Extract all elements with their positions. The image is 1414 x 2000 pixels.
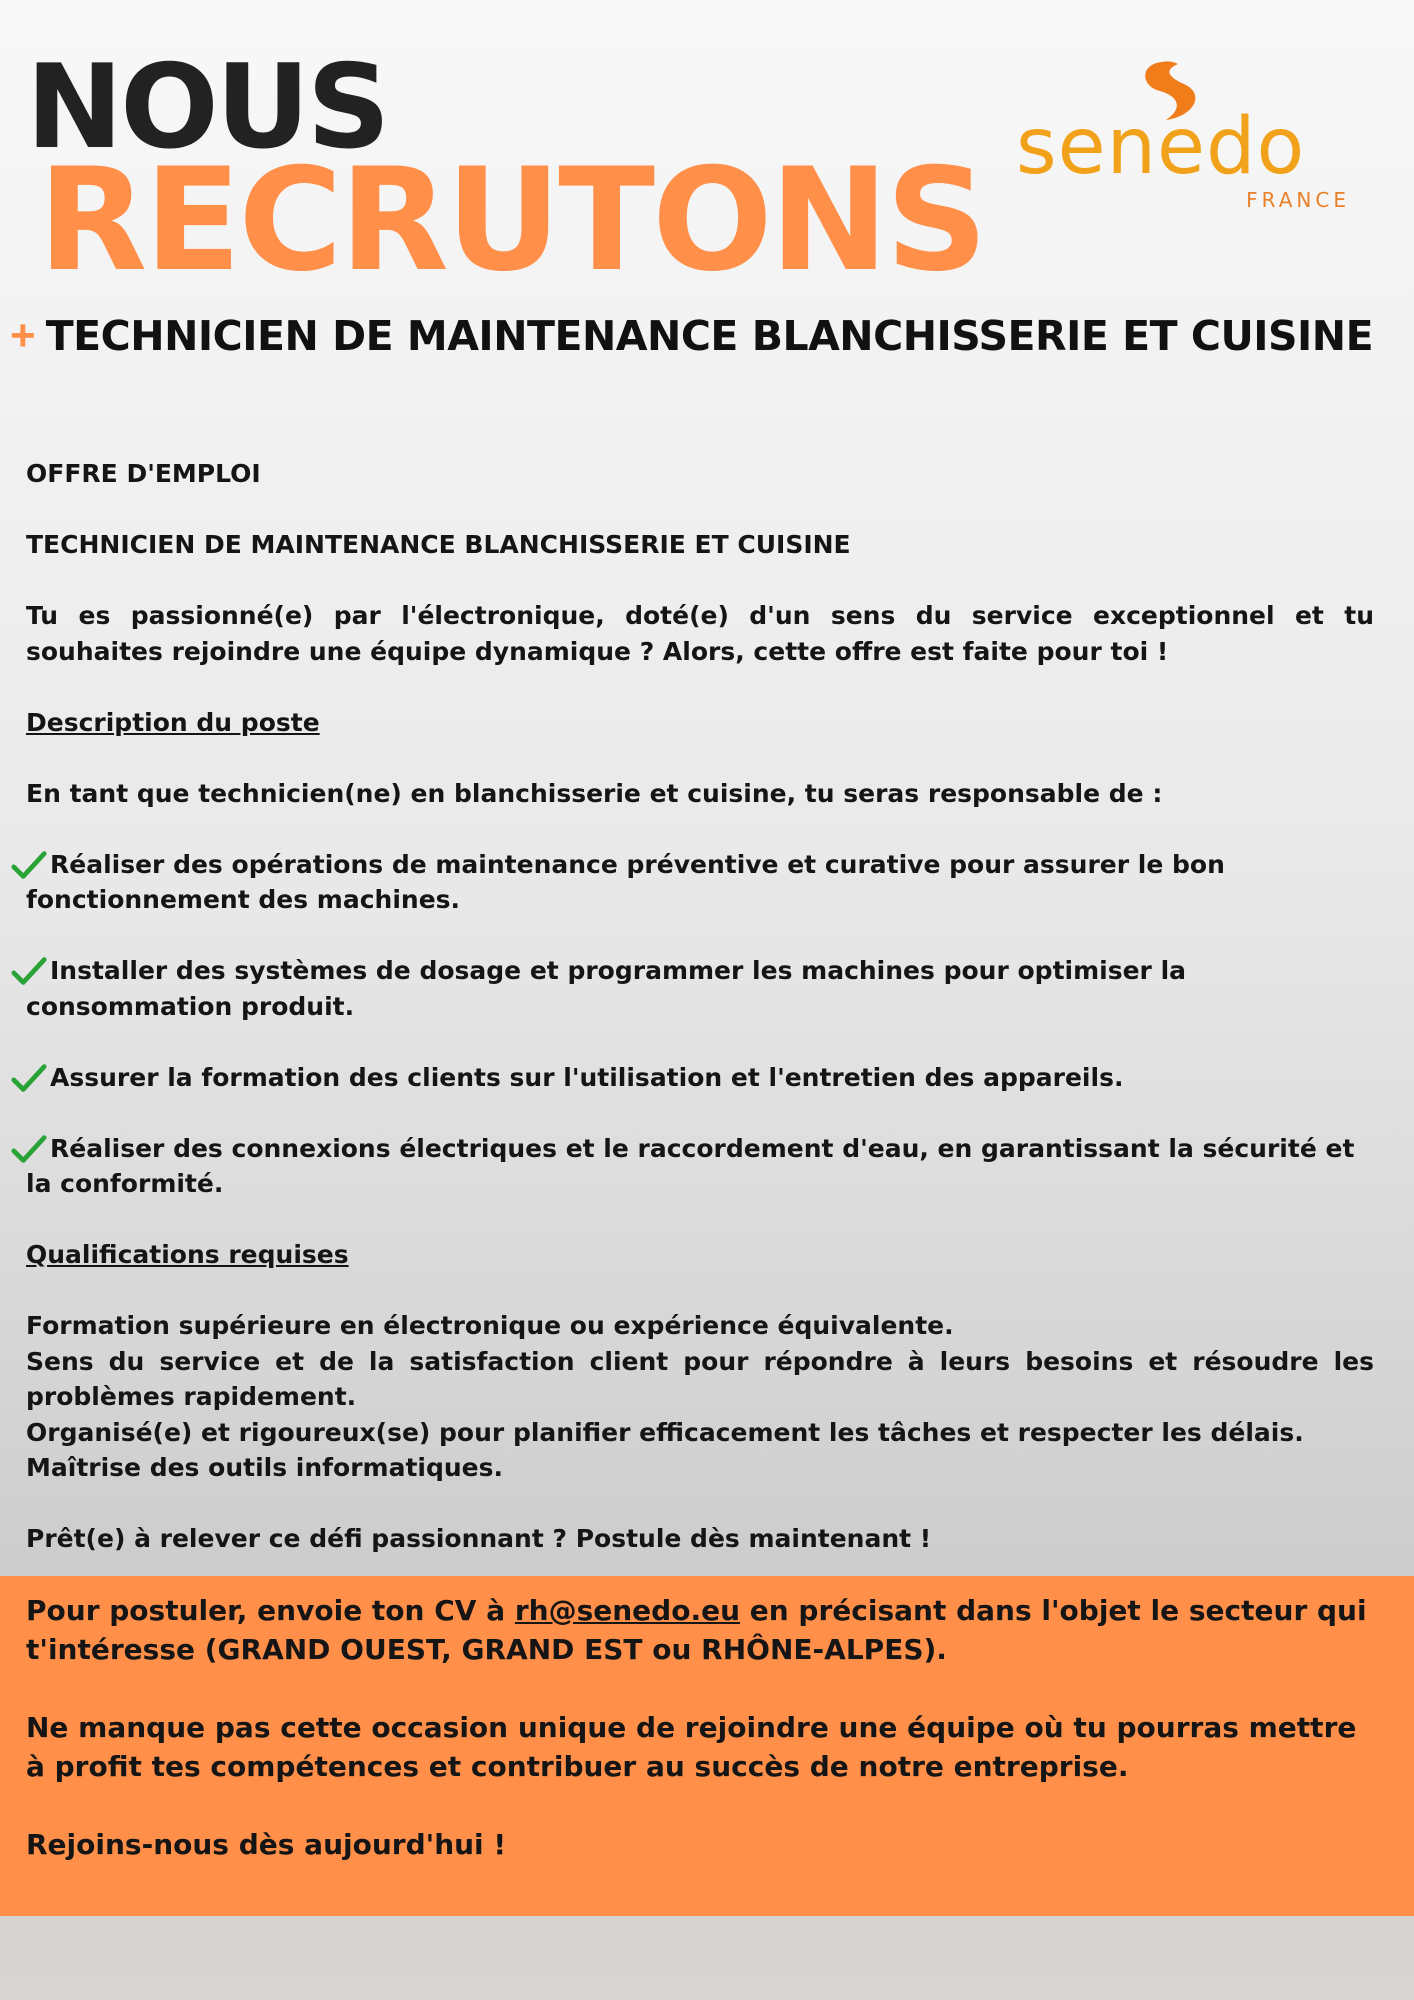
task-text: Assurer la formation des clients sur l'utilisation et l'entretien des appareils. [50,1062,1124,1092]
qualifications-heading: Qualifications requises [26,1240,349,1269]
checkmark-icon [10,952,48,990]
apply-banner [0,1576,1414,1916]
job-description [26,456,1374,1592]
task-text: Réaliser des connexions électriques et le raccordement d'eau, en garantissant la sécurité et la conformité. [26,1133,1355,1198]
opportunity-text: Ne manque pas cette occasion unique de rejoindre une équipe où tu pourras mettre à profit tes compétences et contribuer au succès de notre entreprise. [26,1711,1357,1783]
task-text: Installer des systèmes de dosage et programmer les machines pour optimiser la consommation produit. [26,956,1187,1021]
qualification-item: Sens du service et de la satisfaction client pour répondre à leurs besoins et résoudre les problèmes rapidement. [26,1346,1374,1411]
hero-title-line2: RECRUTONS [38,138,985,303]
apply-text-after: en précisant dans l'objet le secteur qui t'intéresse (GRAND OUEST, GRAND EST ou RHÔNE-ALPES). [26,1594,1367,1666]
plus-icon: + [10,311,36,360]
headline-title: TECHNICIEN DE MAINTENANCE BLANCHISSERIE ET CUISINE [45,312,1374,360]
task-item [26,1060,1374,1096]
position-title: TECHNICIEN DE MAINTENANCE BLANCHISSERIE ET CUISINE [26,530,851,559]
join-text: Rejoins-nous dès aujourd'hui ! [26,1828,507,1861]
task-item [26,847,1374,918]
task-item [26,953,1374,1024]
qualification-item: Maîtrise des outils informatiques. [26,1453,504,1482]
logo-wordmark: senedo [1016,102,1306,192]
apply-instructions [26,1591,1374,1669]
email-link[interactable]: rh@senedo.eu [514,1594,741,1627]
hero-title-line1: NOUS [26,40,388,175]
closing-line: Prêt(e) à relever ce défi passionnant ? Postule dès maintenant ! [26,1524,932,1553]
intro-paragraph: Tu es passionné(e) par l'électronique, doté(e) d'un sens du service exceptionnel et tu souhaites rejoindre une équipe dynamique ? Alors, cette offre est faite pour toi ! [26,601,1374,666]
qualification-item: Formation supérieure en électronique ou expérience équivalente. [26,1311,954,1340]
description-lead: En tant que technicien(ne) en blanchisserie et cuisine, tu seras responsable de : [26,778,1163,808]
logo-subtitle: FRANCE [1246,188,1350,212]
checkmark-icon [10,1130,48,1168]
checkmark-icon [10,846,48,884]
qualifications-list [26,1308,1374,1486]
task-item [26,1131,1374,1202]
qualification-item: Organisé(e) et rigoureux(se) pour planifier efficacement les tâches et respecter les délais. [26,1417,1304,1447]
task-text: Réaliser des opérations de maintenance préventive et curative pour assurer le bon fonctionnement des machines. [26,849,1225,914]
offer-label: OFFRE D'EMPLOI [26,459,261,488]
apply-text-before: Pour postuler, envoie ton CV à [26,1594,515,1627]
headline [10,312,1373,360]
description-heading: Description du poste [26,707,320,737]
senedo-logo [1016,58,1356,218]
checkmark-icon [10,1059,48,1097]
